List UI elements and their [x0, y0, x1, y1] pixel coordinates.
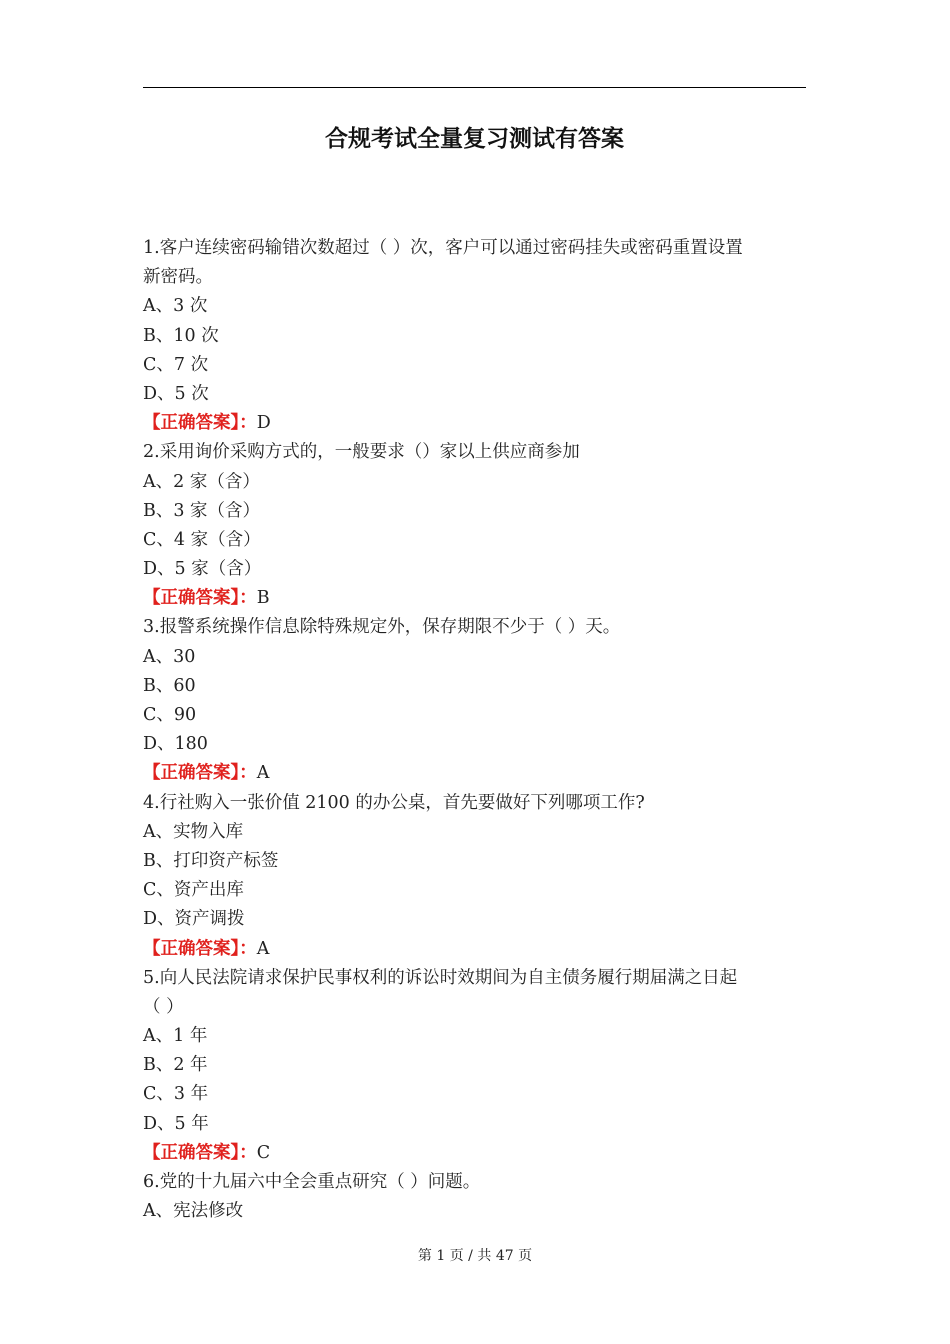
option-a: A、3 次	[143, 296, 208, 317]
option-a: A、30	[143, 646, 196, 667]
answer-value: A	[256, 763, 270, 784]
answer-label: 【正确答案】：	[143, 413, 257, 434]
page-footer	[0, 1245, 950, 1265]
option-b: B、60	[143, 675, 196, 696]
footer-middle: 页 / 共	[449, 1248, 492, 1264]
option-c: C、资产出库	[143, 880, 244, 901]
answer-line	[143, 584, 808, 613]
question-stem: 5.向人民法院请求保护民事权利的诉讼时效期间为自主债务履行期届满之日起	[143, 967, 738, 988]
answer-label: 【正确答案】：	[143, 1142, 257, 1163]
option-b: B、3 家（含）	[143, 500, 261, 521]
option-c: C、90	[143, 705, 197, 725]
option-a: A、实物入库	[143, 821, 244, 842]
footer-prefix: 第	[417, 1248, 432, 1264]
answer-line	[143, 759, 808, 788]
question-stem: （ ）	[143, 996, 184, 1017]
answer-value: B	[256, 588, 270, 609]
question-stem: 2.采用询价采购方式的，一般要求（）家以上供应商参加	[143, 442, 580, 463]
answer-line	[143, 935, 808, 964]
question-stem: 6.党的十九届六中全会重点研究（ ）问题。	[143, 1172, 481, 1192]
answer-value: D	[256, 413, 271, 434]
question-list	[143, 234, 808, 1226]
option-c: C、7 次	[143, 354, 209, 375]
header-rule	[143, 87, 806, 88]
option-d: D、5 年	[143, 1113, 209, 1134]
option-c: C、3 年	[143, 1084, 209, 1105]
footer-page-number: 1	[436, 1248, 446, 1264]
option-b: B、打印资产标签	[143, 850, 279, 871]
question-stem: 4.行社购入一张价值 2100 的办公桌，首先要做好下列哪项工作?	[143, 792, 645, 813]
footer-total-pages: 47	[495, 1248, 514, 1264]
answer-label: 【正确答案】：	[143, 763, 257, 784]
answer-line	[143, 1139, 808, 1168]
option-d: D、资产调拨	[143, 909, 245, 930]
answer-value: A	[256, 938, 270, 959]
question-stem: 新密码。	[143, 267, 213, 288]
option-a: A、1 年	[143, 1026, 208, 1047]
answer-value: C	[256, 1142, 271, 1163]
option-d: D、5 次	[143, 383, 209, 404]
option-d: D、5 家（含）	[143, 559, 262, 580]
answer-line	[143, 409, 808, 438]
option-a: A、2 家（含）	[143, 471, 260, 492]
page-title: 合规考试全量复习测试有答案	[325, 126, 624, 152]
option-c: C、4 家（含）	[143, 529, 261, 550]
question-stem: 1.客户连续密码输错次数超过（ ）次，客户可以通过密码挂失或密码重置设置	[143, 238, 743, 258]
footer-suffix: 页	[518, 1248, 533, 1264]
option-b: B、10 次	[143, 325, 219, 346]
question-stem: 3.报警系统操作信息除特殊规定外，保存期限不少于（ ）天。	[143, 617, 621, 638]
option-a: A、宪法修改	[143, 1201, 244, 1222]
answer-label: 【正确答案】：	[143, 588, 257, 609]
answer-label: 【正确答案】：	[143, 938, 257, 959]
option-b: B、2 年	[143, 1055, 208, 1076]
option-d: D、180	[143, 734, 208, 755]
